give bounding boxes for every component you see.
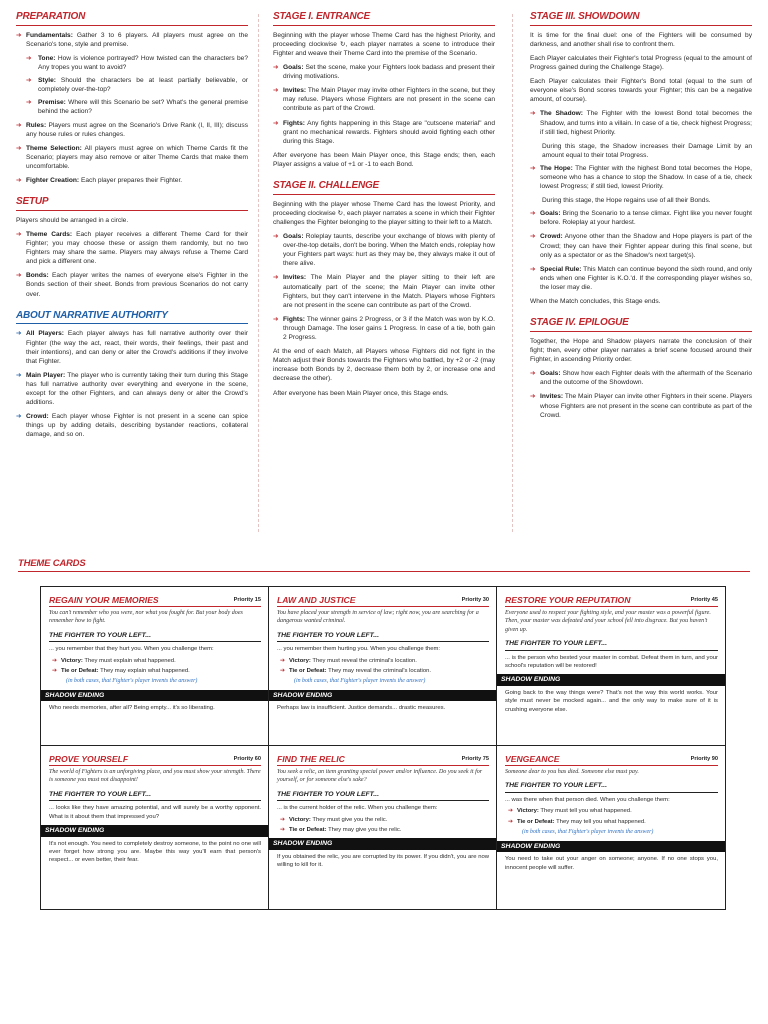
heading-stage-challenge: STAGE II. CHALLENGE (273, 179, 495, 195)
theme-card (41, 746, 269, 909)
shadow-ending-bar: SHADOW ENDING (41, 690, 268, 702)
card-title-row (277, 753, 489, 766)
shadow-ending-text: Who needs memories, after all? Being empty... it's so liberating. (49, 705, 215, 712)
stage1-list (273, 63, 495, 146)
rule-bullet (16, 121, 248, 139)
section-stage-challenge (273, 179, 495, 398)
rule-label: Bonds: (26, 272, 49, 280)
stage1-outro: After everyone has been Main Player once, this Stage ends; then, each Player assigns a value of +1 or -1 to each Bond. (273, 151, 495, 168)
rule-label: Fights: (283, 315, 305, 323)
rule-text: Gather 3 to 6 players. All players must agree on the Scenario's tone, style and premise. (26, 31, 248, 48)
rule-bullet (530, 369, 752, 387)
rule-text: The Main Player can invite other Fighters in their scene. Players whose Fighters are not present in the scene can contribute as part of the Crowd. (540, 393, 752, 419)
rule-bullet (16, 271, 248, 298)
rule-text: The winner gains 2 Progress, or 3 if the Match was won by K.O. through Damage. The loser gains 1 Progress. In case of a tie, both gain 2 Progress. (283, 315, 495, 342)
rule-bullet (273, 273, 495, 309)
rule-text: Players must agree on the Scenario's Drive Rank (I, II, III); discuss any house rules or rules changes. (26, 121, 248, 138)
rule-text: Where will this Scenario be set? What's the general premise behind the action? (38, 99, 248, 116)
card-text: ... you remember them hurting you. When you challenge them: (277, 646, 441, 653)
rule-bullet (16, 371, 248, 407)
card-title-row (49, 753, 261, 766)
card-text: ... you remember that they hurt you. When you challenge them: (49, 646, 214, 653)
rule-label: The Hope: (540, 164, 573, 172)
rule-bullet (273, 232, 495, 268)
column-divider (512, 14, 513, 532)
card-intro: Someone dear to you has died. Someone else must pay. (505, 769, 639, 776)
card-intro: Everyone used to respect your fighting style, and your master was a powerful figure. Then, your master was defeated and your school fell into disgrace. But you haven't given up. (505, 610, 711, 633)
stage2-outro-end: After everyone has been Main Player once, this Stage ends. (273, 389, 449, 397)
column-divider (258, 14, 259, 532)
rule-label: Special Rule: (540, 265, 582, 273)
rule-label: Invites: (540, 393, 564, 401)
sub-bullet (16, 54, 248, 72)
rule-label: Fundamentals: (26, 31, 73, 39)
outcome-text: They may tell you what happened. (554, 818, 646, 825)
rule-text: The Fighter with the lowest Bond total becomes the Shadow, and turns into a villain. In case of a tie, check highest Progress; if still tied, highest Priority. (540, 110, 752, 136)
card-priority: Priority 15 (233, 597, 261, 604)
rule-bullet (16, 31, 248, 49)
stage2-intro: Beginning with the player whose Theme Card has the lowest Priority, and proceeding clockwise ↻, each player narrates a scene in which their Fighter challenges the Fighter belonging to the player sitting to their left to a Match. (273, 200, 495, 226)
rule-bullet (273, 63, 495, 81)
hope-note: During this stage, the Hope regains use of all their Bonds. (542, 197, 711, 205)
card-name: LAW AND JUSTICE (277, 595, 356, 605)
outcome-label: Tie or Defeat: (289, 668, 327, 675)
rule-bullet (16, 230, 248, 266)
outcome-label: Victory: (61, 657, 83, 664)
outcome-label: Tie or Defeat: (517, 818, 555, 825)
heading-theme-cards: THEME CARDS (18, 557, 750, 572)
card-subheading: THE FIGHTER TO YOUR LEFT... (277, 790, 489, 802)
rule-label: All Players: (26, 330, 64, 338)
shadow-ending-text: Perhaps law is insufficient. Justice demands... drastic measures. (277, 705, 446, 712)
outcome-text: They must reveal the criminal's location. (310, 657, 417, 664)
card-name: FIND THE RELIC (277, 754, 345, 764)
card-title-row (505, 594, 718, 607)
rule-text: Should the characters be at least partially believable, or completely over-the-top? (38, 77, 248, 94)
rule-text: All players must agree on which Theme Cards fit the Scenario; players may also remove or alter Theme Cards that make them uncomfortable. (26, 144, 248, 170)
rule-bullet (16, 412, 248, 439)
rule-bullet (530, 392, 752, 419)
section-narrative-authority (16, 309, 248, 440)
stage3-intro: It is time for the final duel: one of the Fighters will be consumed by darkness, and another shall rise to confront them. (530, 31, 752, 48)
section-stage-entrance (273, 10, 495, 169)
card-note: (in both cases, that Fighter's player invents the answer) (522, 829, 654, 836)
card-outcome (277, 657, 489, 665)
rule-label: Style: (38, 77, 56, 85)
card-outcome (49, 667, 261, 675)
rule-text: The Main Player may invite other Fighters in the scene, but they may refuse. Players whose Fighters are not present in the scene can contribute as part of the Crowd. (283, 87, 495, 113)
stage3-outro: When the Match concludes, this Stage ends. (530, 298, 661, 306)
theme-card (497, 587, 725, 746)
stage3-progress: Each Player calculates their Fighter's total Progress (equal to the amount of Progress gained during the Challenge Stage). (530, 54, 752, 72)
card-title-row (49, 594, 261, 607)
card-name: VENGEANCE (505, 754, 560, 764)
outcome-text: They may explain what happened. (98, 668, 190, 675)
authority-list (16, 329, 248, 439)
stage3-bond-total: Each Player calculates their Fighter's Bond total (equal to the sum of everyone else's Bond scores towards your Fighter; this can be a negative amount, of course). (530, 78, 752, 104)
card-title-row (505, 753, 718, 766)
rule-text: The Fighter with the highest Bond total becomes the Hope, someone who has a chance to stop the Shadow. In case of a tie, check lowest Progress; if still tied, lowest Priority. (540, 164, 752, 191)
rule-text: Set the scene, make your Fighters look badass and present their driving motivations. (283, 64, 495, 81)
rule-the-hope (530, 164, 752, 191)
column-stages-3-4 (530, 10, 752, 430)
card-outcome (277, 667, 489, 675)
card-text: ... is the person who bested your master in combat. Defeat them in turn, and your school's reputation will be restored! (505, 654, 718, 669)
rule-label: Goals: (540, 210, 561, 218)
heading-setup: SETUP (16, 195, 248, 211)
rule-text: Each player receives a different Theme Card for their Fighter; you may choose these or assign them randomly, but no two Fighters may share the same. Players may always refuse a Theme Card and pick a different one. (26, 231, 248, 266)
shadow-ending-bar: SHADOW ENDING (497, 674, 725, 686)
rule-text: Any fights happening in this Stage are "cutscene material" and grant no mechanical rewards. Fighters should avoid fighting each other during this Stage. (283, 119, 495, 145)
theme-card (269, 587, 497, 746)
card-intro: You can't remember who you were, nor what you fought for. But your body does remember how to fight. (49, 610, 243, 625)
card-subheading: THE FIGHTER TO YOUR LEFT... (505, 781, 718, 793)
card-text: ... is the current holder of the relic. When you challenge them: (277, 805, 438, 812)
rule-text: This Match can continue beyond the sixth round, and only ends when one Fighter is K.O.'d. If the corresponding player wishes so, the loser may die. (540, 265, 752, 291)
outcome-text: They must explain what happened. (82, 657, 176, 664)
theme-cards-header (18, 557, 750, 577)
card-priority: Priority 30 (461, 597, 489, 604)
heading-stage-showdown: STAGE III. SHOWDOWN (530, 10, 752, 26)
outcome-text: They must tell you what happened. (538, 808, 632, 815)
outcome-label: Tie or Defeat: (289, 827, 327, 834)
column-stages-1-2 (273, 10, 495, 408)
outcome-text: They must give you the relic. (310, 816, 388, 823)
shadow-ending-text: If you obtained the relic, you are corrupted by its power. If you didn't, you are now willing to kill for it. (277, 854, 489, 869)
theme-card (41, 587, 269, 746)
rule-label: Goals: (540, 370, 561, 378)
stage4-intro: Together, the Hope and Shadow players narrate the conclusion of their fight; then, every other player narrates a brief scene focused around their Fighter, in ascending Priority order. (530, 337, 752, 364)
card-priority: Priority 75 (461, 756, 489, 763)
card-name: RESTORE YOUR REPUTATION (505, 595, 631, 605)
outcome-text: They may give you the relic. (326, 827, 402, 834)
card-name: REGAIN YOUR MEMORIES (49, 595, 159, 605)
section-stage-epilogue (530, 316, 752, 420)
rule-label: Fights: (283, 119, 305, 127)
card-outcome (277, 816, 489, 824)
rule-bullet (16, 329, 248, 365)
rule-bullet (16, 144, 248, 171)
heading-narrative-authority: ABOUT NARRATIVE AUTHORITY (16, 309, 248, 325)
card-priority: Priority 90 (690, 756, 718, 763)
card-name: PROVE YOURSELF (49, 754, 129, 764)
rule-text: Anyone other than the Shadow and Hope players is part of the Crowd; they can have their Fighter appear during this final scene, but only as a spectator or as the Shadow's next target(s). (540, 233, 752, 259)
shadow-ending-text: Going back to the way things were? That's not the way this world works. Your style must never be mocked again... and the only way to make sure of it is crushing everyone else. (505, 689, 718, 713)
outcome-label: Tie or Defeat: (61, 668, 99, 675)
stage2-list (273, 232, 495, 342)
setup-list (16, 230, 248, 299)
rule-label: Main Player: (26, 371, 66, 379)
card-intro: The world of Fighters is an unforgiving place, and you must show your strength. There is someone you must not disappoint! (49, 769, 261, 784)
rule-label: Crowd: (540, 233, 563, 241)
card-subheading: THE FIGHTER TO YOUR LEFT... (49, 790, 261, 802)
card-outcome (277, 826, 489, 834)
card-outcome (505, 818, 718, 826)
sub-bullet (16, 98, 248, 116)
rule-bullet (16, 176, 248, 185)
card-outcome (505, 807, 718, 815)
card-note: (in both cases, that Fighter's player invents the answer) (66, 678, 198, 685)
rule-label: Theme Cards: (26, 231, 73, 238)
rule-bullet (273, 315, 495, 342)
card-title-row (277, 594, 489, 607)
heading-stage-epilogue: STAGE IV. EPILOGUE (530, 316, 752, 332)
card-priority: Priority 45 (690, 597, 718, 604)
rule-text: Roleplay taunts, describe your exchange of blows with plenty of over-the-top details, don't be boring. When the Match ends, roleplay how your Fighters part ways: hurt as they may be, they always make it out of there alive. (283, 233, 496, 268)
rule-label: Goals: (283, 64, 304, 72)
rule-text: The Main Player and the player sitting to their left are automatically part of the scene; the Main Player can invite other Fighters, but they can't intervene in the Match. Players whose Fighters are not present in the scene can contribute as part of the Crowd. (283, 274, 495, 309)
card-outcome (49, 657, 261, 665)
preparation-list (16, 31, 248, 185)
card-priority: Priority 60 (233, 756, 261, 763)
rule-text: Show how each Fighter deals with the aftermath of the Scenario and the outcome of the Showdown. (540, 370, 752, 387)
rule-label: Crowd: (26, 413, 49, 421)
theme-cards-grid (40, 586, 726, 910)
theme-card (269, 746, 497, 909)
heading-preparation: PREPARATION (16, 10, 248, 26)
rule-bullet (530, 209, 752, 227)
rule-label: Invites: (283, 87, 307, 95)
heading-stage-entrance: STAGE I. ENTRANCE (273, 10, 495, 26)
shadow-ending-bar: SHADOW ENDING (269, 838, 496, 850)
rule-label: Goals: (283, 233, 304, 241)
rule-label: The Shadow: (540, 110, 583, 118)
section-preparation (16, 10, 248, 185)
rule-label: Invites: (283, 274, 307, 282)
rule-text: Each player always has full narrative authority over their Fighter (the way the act, react, their words, their feelings, their past and their intentions), and can deny or alter the Crowd's additions if they involve that Fighter. (26, 330, 248, 365)
rule-bullet (530, 265, 752, 292)
section-stage-showdown (530, 10, 752, 306)
theme-card (497, 746, 725, 909)
setup-intro: Players should be arranged in a circle. (16, 216, 129, 224)
shadow-ending-text: It's not enough. You need to completely destroy someone, to the point no one will ever forget how strong you are. Maybe this way you'll earn that person's respect... or even better, their fear. (49, 840, 261, 864)
card-subheading: THE FIGHTER TO YOUR LEFT... (49, 631, 261, 643)
card-text: ... was there when that person died. When you challenge them: (505, 797, 670, 804)
rule-text: Each player prepares their Fighter. (79, 177, 183, 185)
sub-bullet (16, 76, 248, 94)
rule-bullet (273, 119, 495, 146)
rule-label: Premise: (38, 99, 66, 107)
section-setup (16, 195, 248, 299)
rule-text: Bring the Scenario to a tense climax. Fight like you never fought before. Roleplay at your hardest. (540, 210, 752, 227)
rule-the-shadow (530, 109, 752, 136)
outcome-text: They may reveal the criminal's location. (326, 668, 432, 675)
outcome-label: Victory: (289, 657, 311, 664)
rule-bullet (530, 232, 752, 259)
stage1-intro: Beginning with the player whose Theme Card has the highest Priority, and proceeding clockwise ↻, each player narrates a scene to introduce their Fighter and weave their Theme Card into the premise of the Scenario. (273, 31, 495, 57)
stage2-outro-bonds: At the end of each Match, all Players whose Fighters did not fight in the Match adjust their Bonds towards the Fighters who battled, by +2 or -2 (may increase both Bonds by 2, decrease them both by 2, or increase one and decrease the other). (273, 348, 495, 383)
column-rules-setup (16, 10, 248, 449)
card-note: (in both cases, that Fighter's player invents the answer) (294, 678, 426, 685)
shadow-ending-bar: SHADOW ENDING (497, 841, 725, 853)
shadow-ending-bar: SHADOW ENDING (41, 825, 268, 837)
card-subheading: THE FIGHTER TO YOUR LEFT... (505, 639, 718, 651)
shadow-ending-text: You need to take out your anger on someone; anyone. If no one stops you, innocent people will suffer. (505, 856, 718, 871)
outcome-label: Victory: (517, 808, 539, 815)
rule-text: Each player whose Fighter is not present in a scene can spice things up by adding details, describing bystander reactions, collateral damage, and so on. (26, 413, 248, 439)
card-subheading: THE FIGHTER TO YOUR LEFT... (277, 631, 489, 643)
rule-text: The player who is currently taking their turn during this Stage has full narrative authority over everything and everyone in the scene, except for the other Fighters, and can always deny or alter the Crowd's additions. (26, 371, 248, 407)
rule-bullet (273, 86, 495, 113)
outcome-label: Victory: (289, 816, 311, 823)
card-text: ... looks like they have amazing potential, and will surely be a worthy opponent. What is it about them that impressed you? (49, 805, 261, 820)
rule-label: Rules: (26, 121, 47, 129)
shadow-ending-bar: SHADOW ENDING (269, 690, 496, 702)
shadow-note: During this stage, the Shadow increases their Damage Limit by an amount equal to their total Progress. (542, 142, 752, 159)
card-intro: You seek a relic, an item granting special power and/or influence. Do you seek it for yourself, or for someone else's sake? (277, 769, 483, 784)
rule-text: How is violence portrayed? How twisted can the characters be? Any tropes you want to avoid? (38, 54, 248, 72)
rule-label: Tone: (38, 54, 56, 62)
rule-label: Fighter Creation: (26, 177, 80, 185)
stage4-list (530, 369, 752, 419)
rule-label: Theme Selection: (26, 144, 82, 152)
stage3-list (530, 209, 752, 292)
rule-text: Each player writes the names of everyone else's Fighter in the Bonds section of their sheet. Bonds from previous Scenarios do not carry over. (26, 272, 248, 298)
card-intro: You have placed your strength in service of law; right now, you are searching for a dangerous wanted criminal. (277, 610, 479, 625)
